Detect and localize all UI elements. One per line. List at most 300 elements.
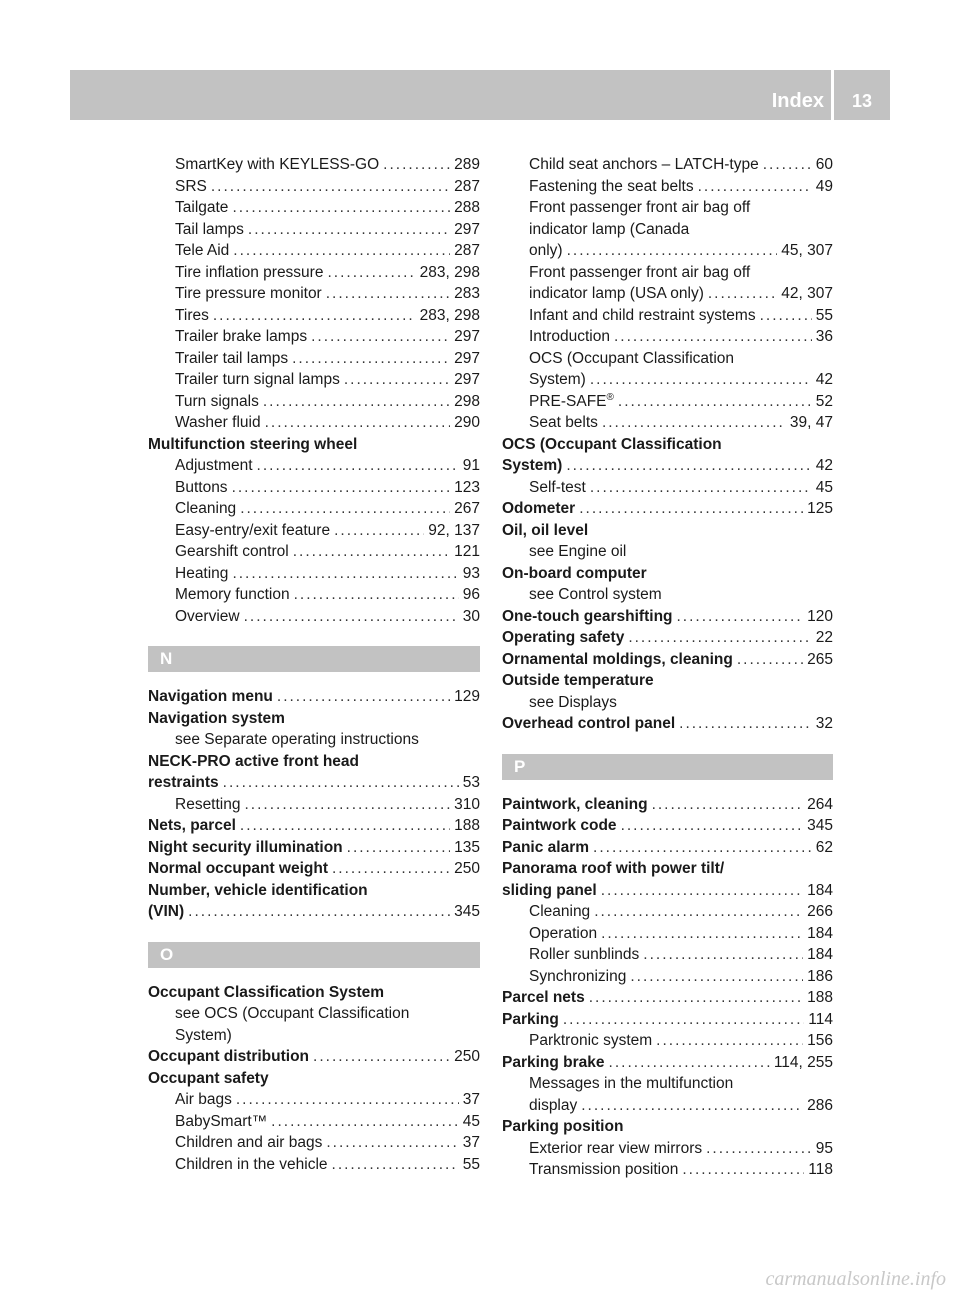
page-reference: 286 xyxy=(807,1096,833,1114)
entry-label xyxy=(502,1116,623,1138)
page-reference: 297 xyxy=(454,371,480,388)
page-reference: 135 xyxy=(454,838,480,856)
dot-leader xyxy=(326,1132,458,1154)
entry-text: Overview xyxy=(175,607,240,625)
entry-text: see Engine oil xyxy=(529,543,627,560)
dot-leader xyxy=(236,1089,459,1111)
index-subentry xyxy=(502,1073,833,1095)
entry-text: sliding panel xyxy=(502,881,597,899)
index-subentry xyxy=(148,262,480,284)
index-entry xyxy=(148,901,480,923)
dot-leader xyxy=(656,1030,803,1052)
index-entry xyxy=(148,880,480,902)
entry-label xyxy=(175,197,228,219)
entry-text: Parking xyxy=(502,1010,559,1028)
entry-text: Parktronic system xyxy=(529,1032,653,1049)
dot-leader xyxy=(257,455,459,477)
entry-label xyxy=(175,1089,232,1111)
dot-leader xyxy=(240,815,450,837)
entry-label xyxy=(529,412,598,434)
index-entry xyxy=(502,520,833,542)
page-reference: 250 xyxy=(454,860,480,877)
entry-text: indicator lamp (Canada xyxy=(529,220,690,238)
page-reference: 118 xyxy=(808,1161,833,1178)
page-reference: 22 xyxy=(815,629,833,646)
index-subentry xyxy=(148,1025,480,1047)
entry-label xyxy=(502,794,648,816)
entry-label xyxy=(175,219,244,241)
entry-text: Operating safety xyxy=(502,629,625,646)
entry-label xyxy=(529,1030,652,1052)
entry-text: Resetting xyxy=(175,795,241,813)
dot-leader xyxy=(614,326,812,348)
page-reference: 92, 137 xyxy=(428,521,480,539)
dot-leader xyxy=(698,176,812,198)
index-subentry xyxy=(148,520,480,542)
entry-label xyxy=(529,348,734,370)
entry-text: restraints xyxy=(148,774,219,791)
entry-text: Tail lamps xyxy=(175,220,244,238)
dot-leader xyxy=(706,1138,812,1160)
dot-leader xyxy=(708,283,777,305)
page-reference: 39, 47 xyxy=(789,414,833,431)
dot-leader xyxy=(643,944,803,966)
entry-label xyxy=(529,326,610,348)
page-reference: 96 xyxy=(462,586,480,603)
page-reference: 290 xyxy=(454,414,480,431)
entry-text: Easy-entry/exit feature xyxy=(175,521,331,539)
dot-leader xyxy=(602,412,786,434)
index-subentry xyxy=(148,729,480,751)
entry-label xyxy=(148,880,368,902)
dot-leader xyxy=(332,858,450,880)
entry-text: Odometer xyxy=(502,500,576,517)
dot-leader xyxy=(593,837,812,859)
index-subentry xyxy=(502,1030,833,1052)
entry-label xyxy=(175,563,228,585)
entry-label xyxy=(175,1111,267,1133)
entry-label xyxy=(529,901,590,923)
dot-leader xyxy=(581,1095,803,1117)
page-reference: 288 xyxy=(454,199,480,216)
entry-text: System) xyxy=(529,371,586,388)
entry-label xyxy=(502,606,673,628)
page-reference: 297 xyxy=(454,349,480,367)
entry-label xyxy=(175,305,209,327)
page-reference: 42, 307 xyxy=(781,285,833,302)
dot-leader xyxy=(344,369,450,391)
entry-text: Operation xyxy=(529,924,598,942)
dot-leader xyxy=(213,305,416,327)
entry-label xyxy=(529,369,586,391)
index-subentry xyxy=(148,498,480,520)
entry-label xyxy=(148,772,219,794)
entry-text: Tires xyxy=(175,306,209,324)
index-entry xyxy=(502,649,833,671)
entry-label xyxy=(529,923,597,945)
entry-label xyxy=(529,176,694,198)
entry-text: Oil, oil level xyxy=(502,521,589,539)
dot-leader xyxy=(601,923,803,945)
entry-label xyxy=(175,326,307,348)
entry-label xyxy=(529,262,750,284)
entry-text: Ornamental moldings, cleaning xyxy=(502,650,733,668)
entry-text: Tire inflation pressure xyxy=(175,263,324,281)
index-column-right xyxy=(502,154,833,1181)
entry-text: System) xyxy=(502,457,563,474)
dot-leader xyxy=(232,477,451,499)
entry-label xyxy=(175,520,330,542)
entry-text: see Control system xyxy=(529,586,662,603)
index-entry xyxy=(148,858,480,880)
entry-label xyxy=(175,283,322,305)
dot-leader xyxy=(277,686,450,708)
dot-leader xyxy=(265,412,451,434)
index-subentry xyxy=(148,283,480,305)
entry-text: Cleaning xyxy=(175,500,237,517)
dot-leader xyxy=(383,154,450,176)
page-reference: 184 xyxy=(807,946,833,963)
entry-text: Parking position xyxy=(502,1118,624,1135)
index-entry xyxy=(148,1046,480,1068)
index-subentry xyxy=(502,692,833,714)
dot-leader xyxy=(677,606,804,628)
dot-leader xyxy=(737,649,803,671)
entry-label xyxy=(175,477,228,499)
entry-label xyxy=(502,858,724,880)
index-subentry xyxy=(148,412,480,434)
entry-text: On-board computer xyxy=(502,564,647,582)
page-number: 13 xyxy=(851,91,873,111)
index-entry xyxy=(148,708,480,730)
index-subentry xyxy=(148,391,480,413)
entry-label xyxy=(529,477,586,499)
entry-text: see Displays xyxy=(529,693,617,711)
entry-text: Multifunction steering wheel xyxy=(148,435,358,453)
entry-label xyxy=(175,348,288,370)
entry-text: SRS xyxy=(175,177,207,195)
entry-text: Navigation menu xyxy=(148,688,273,705)
entry-text: OCS (Occupant Classification xyxy=(529,349,735,367)
entry-text: BabySmart™ xyxy=(175,1112,268,1130)
index-column-left xyxy=(148,154,480,1175)
entry-text: Parcel nets xyxy=(502,989,585,1006)
entry-text: Occupant distribution xyxy=(148,1048,310,1065)
dot-leader xyxy=(248,219,450,241)
entry-label xyxy=(529,305,756,327)
entry-label xyxy=(502,498,575,520)
index-entry xyxy=(502,837,833,859)
entry-text: SmartKey with KEYLESS-GO xyxy=(175,156,380,173)
entry-label xyxy=(502,815,617,837)
page-reference: 93 xyxy=(462,564,480,582)
entry-label xyxy=(529,1073,733,1095)
entry-label xyxy=(529,1159,678,1181)
dot-leader xyxy=(590,477,812,499)
page-reference: 60 xyxy=(815,156,833,173)
index-subentry xyxy=(148,1003,480,1025)
entry-text: Children in the vehicle xyxy=(175,1155,328,1173)
entry-label xyxy=(175,498,236,520)
index-subentry xyxy=(148,326,480,348)
section-letter-header: O xyxy=(148,942,480,968)
entry-label xyxy=(175,1154,328,1176)
entry-text: Turn signals xyxy=(175,392,259,410)
entry-text: One-touch gearshifting xyxy=(502,607,673,625)
page-reference: 156 xyxy=(807,1032,833,1049)
dot-leader xyxy=(630,966,803,988)
page-reference: 345 xyxy=(807,817,833,834)
entry-label xyxy=(502,1009,559,1031)
entry-label xyxy=(175,1025,232,1047)
entry-text: Seat belts xyxy=(529,414,598,431)
page-reference: 297 xyxy=(454,328,480,345)
dot-leader xyxy=(682,1159,804,1181)
entry-text: Night security illumination xyxy=(148,838,343,856)
index-subentry xyxy=(502,240,833,262)
entry-text: see OCS (Occupant Classification xyxy=(175,1005,410,1022)
entry-label xyxy=(175,794,240,816)
page-reference: 287 xyxy=(454,177,480,195)
index-subentry xyxy=(502,923,833,945)
entry-label xyxy=(529,1095,577,1117)
entry-text: Self-test xyxy=(529,478,586,496)
entry-label xyxy=(175,176,207,198)
entry-text: Gearshift control xyxy=(175,543,289,560)
index-subentry xyxy=(502,1138,833,1160)
index-entry xyxy=(502,498,833,520)
entry-label xyxy=(175,584,290,606)
entry-text: Roller sunblinds xyxy=(529,946,640,963)
dot-leader xyxy=(679,713,812,735)
index-subentry xyxy=(148,606,480,628)
section-title: Index xyxy=(771,90,824,112)
entry-text: Panic alarm xyxy=(502,838,590,856)
dot-leader xyxy=(334,520,424,542)
page-reference: 52 xyxy=(815,392,833,410)
dot-leader xyxy=(327,262,415,284)
dot-leader xyxy=(601,880,803,902)
index-subentry xyxy=(148,1111,480,1133)
index-subentry xyxy=(502,1159,833,1181)
dot-leader xyxy=(618,391,812,413)
page-reference: 123 xyxy=(454,478,480,496)
entry-label xyxy=(148,901,184,923)
index-entry xyxy=(148,1068,480,1090)
entry-text: PRE-SAFE xyxy=(529,392,607,410)
entry-label xyxy=(529,240,563,262)
index-subentry xyxy=(148,305,480,327)
entry-label xyxy=(502,837,589,859)
index-subentry xyxy=(148,369,480,391)
index-entry xyxy=(148,751,480,773)
entry-text: Tele Aid xyxy=(175,242,230,259)
index-subentry xyxy=(148,154,480,176)
entry-text: Washer fluid xyxy=(175,414,261,431)
index-subentry xyxy=(502,1095,833,1117)
entry-text: indicator lamp (USA only) xyxy=(529,285,704,302)
index-subentry xyxy=(148,348,480,370)
entry-text: Air bags xyxy=(175,1091,232,1108)
index-entry xyxy=(502,794,833,816)
index-entry xyxy=(502,606,833,628)
index-entry xyxy=(502,1009,833,1031)
entry-text: Trailer tail lamps xyxy=(175,349,289,367)
entry-text: System) xyxy=(175,1026,232,1044)
index-subentry xyxy=(148,1132,480,1154)
entry-text: OCS (Occupant Classification xyxy=(502,435,722,453)
entry-label xyxy=(529,219,689,241)
entry-label xyxy=(529,154,759,176)
entry-label xyxy=(529,541,626,563)
entry-label xyxy=(502,627,624,649)
index-subentry xyxy=(502,219,833,241)
page-reference: 283, 298 xyxy=(419,263,480,281)
index-subentry xyxy=(148,794,480,816)
page-reference: 265 xyxy=(807,650,833,668)
entry-text: Outside temperature xyxy=(502,672,654,689)
page-reference: 42 xyxy=(815,457,833,474)
entry-text: Memory function xyxy=(175,586,290,603)
dot-leader xyxy=(244,794,450,816)
entry-text: Paintwork code xyxy=(502,817,617,834)
index-subentry xyxy=(502,901,833,923)
dot-leader xyxy=(232,197,450,219)
index-subentry xyxy=(148,197,480,219)
entry-label xyxy=(502,434,722,456)
page-reference: 45 xyxy=(815,478,833,496)
entry-label xyxy=(529,1138,702,1160)
index-subentry xyxy=(502,348,833,370)
entry-text: (VIN) xyxy=(148,903,185,920)
watermark: carmanualsonline.info xyxy=(765,1268,946,1290)
index-subentry xyxy=(148,541,480,563)
dot-leader xyxy=(594,901,803,923)
index-subentry xyxy=(502,944,833,966)
entry-label xyxy=(175,240,229,262)
entry-label xyxy=(502,455,562,477)
entry-label xyxy=(175,262,323,284)
entry-text: Transmission position xyxy=(529,1161,679,1178)
entry-text: Navigation system xyxy=(148,709,285,727)
entry-text: Nets, parcel xyxy=(148,817,236,834)
index-subentry xyxy=(502,305,833,327)
entry-text: Introduction xyxy=(529,328,610,345)
page-reference: 55 xyxy=(815,306,833,324)
dot-leader xyxy=(579,498,803,520)
dot-leader xyxy=(313,1046,450,1068)
entry-label xyxy=(175,1003,409,1025)
page-reference: 120 xyxy=(807,607,833,625)
entry-text: Panorama roof with power tilt/ xyxy=(502,860,725,877)
entry-label xyxy=(175,412,261,434)
page-reference: 283, 298 xyxy=(419,306,480,324)
dot-leader xyxy=(294,584,459,606)
entry-label xyxy=(148,751,359,773)
dot-leader xyxy=(232,563,458,585)
index-entry xyxy=(502,1116,833,1138)
dot-leader xyxy=(763,154,812,176)
page-reference: 37 xyxy=(462,1091,480,1108)
entry-text: Messages in the multifunction xyxy=(529,1075,734,1092)
dot-leader xyxy=(760,305,812,327)
dot-leader xyxy=(589,987,803,1009)
entry-label xyxy=(529,283,704,305)
page-reference: 267 xyxy=(454,500,480,517)
dot-leader xyxy=(332,1154,459,1176)
entry-text: Buttons xyxy=(175,478,228,496)
entry-text: Occupant Classification System xyxy=(148,983,385,1001)
page-reference: 287 xyxy=(454,242,480,259)
registered-mark: ® xyxy=(606,391,614,403)
page-reference: 297 xyxy=(454,220,480,238)
index-subentry xyxy=(148,455,480,477)
dot-leader xyxy=(609,1052,770,1074)
entry-text: Front passenger front air bag off xyxy=(529,263,751,281)
entry-label xyxy=(502,563,647,585)
page-reference: 55 xyxy=(462,1155,480,1173)
page-reference: 345 xyxy=(454,903,480,920)
index-entry xyxy=(148,772,480,794)
section-letter-header: P xyxy=(502,754,833,780)
entry-text: Heating xyxy=(175,564,229,582)
index-subentry xyxy=(148,477,480,499)
dot-leader xyxy=(188,901,450,923)
page-reference: 32 xyxy=(815,715,833,732)
dot-leader xyxy=(628,627,811,649)
entry-label xyxy=(502,713,675,735)
dot-leader xyxy=(563,1009,804,1031)
page-reference: 184 xyxy=(807,924,833,942)
entry-text: Cleaning xyxy=(529,903,591,920)
entry-label xyxy=(175,606,240,628)
entry-text: Adjustment xyxy=(175,457,253,474)
index-subentry xyxy=(502,391,833,413)
index-entry xyxy=(502,670,833,692)
entry-label xyxy=(529,966,626,988)
index-entry xyxy=(502,455,833,477)
page-reference: 250 xyxy=(454,1048,480,1065)
page-reference: 42 xyxy=(815,371,833,388)
entry-text: Front passenger front air bag off xyxy=(529,199,751,216)
page-reference: 129 xyxy=(454,688,480,705)
index-subentry xyxy=(502,154,833,176)
index-subentry xyxy=(502,966,833,988)
page-reference: 62 xyxy=(815,838,833,856)
page-reference: 298 xyxy=(454,392,480,410)
dot-leader xyxy=(292,348,450,370)
entry-label xyxy=(529,584,662,606)
dot-leader xyxy=(621,815,804,837)
dot-leader xyxy=(326,283,450,305)
index-subentry xyxy=(148,1154,480,1176)
dot-leader xyxy=(293,541,450,563)
index-subentry xyxy=(502,326,833,348)
index-subentry xyxy=(502,262,833,284)
page-reference: 188 xyxy=(807,989,833,1006)
entry-label xyxy=(502,649,733,671)
index-entry xyxy=(502,1052,833,1074)
entry-text: Trailer brake lamps xyxy=(175,328,308,345)
page-reference: 49 xyxy=(815,177,833,195)
index-entry xyxy=(148,686,480,708)
index-entry xyxy=(502,858,833,880)
page-reference: 186 xyxy=(807,967,833,985)
entry-label xyxy=(175,455,253,477)
index-subentry xyxy=(502,197,833,219)
entry-text: Tailgate xyxy=(175,199,229,216)
page-reference: 114, 255 xyxy=(773,1053,833,1071)
